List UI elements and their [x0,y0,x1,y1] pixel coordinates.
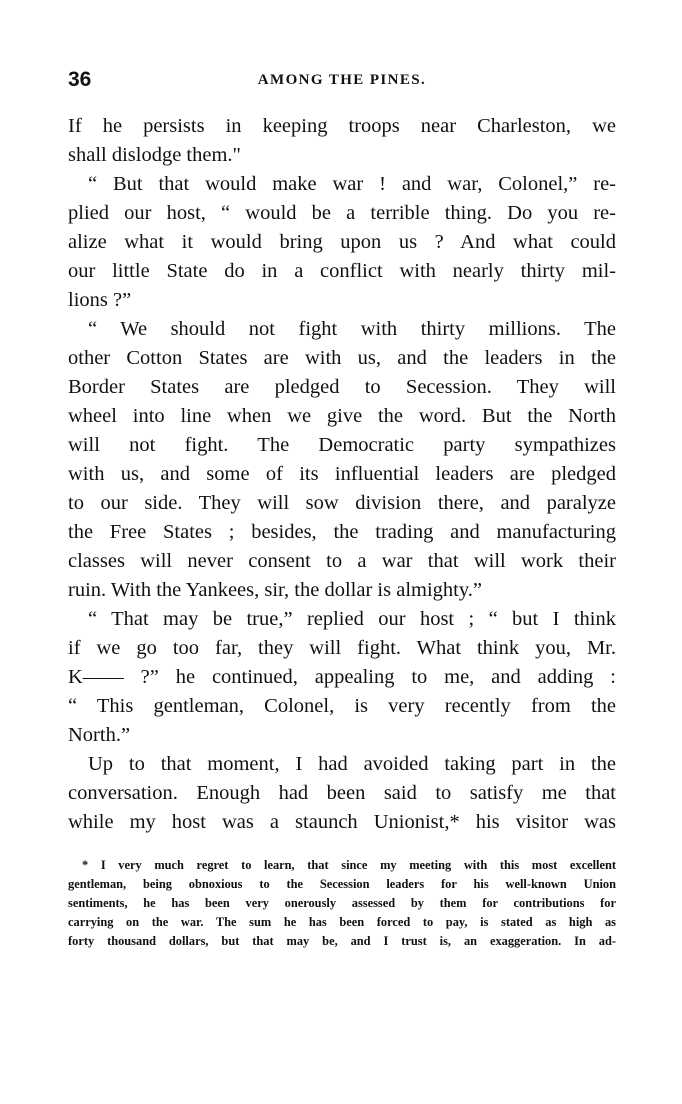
footnote-line: carrying on the war. The sum he has been forced to pay, is stated as high as [68,915,616,929]
text-line: alize what it would bring upon us ? And what could [68,231,616,253]
text-line: shall dislodge them." [68,144,241,166]
footnote-line: * I very much regret to learn, that since my meeting with this most excellent [82,858,616,872]
text-line: lions ?” [68,289,132,311]
text-line: “ But that would make war ! and war, Colonel,” re- [88,173,616,195]
text-line: our little State do in a conflict with nearly thirty mil- [68,260,616,282]
footnote-line: gentleman, being obnoxious to the Secession leaders for his well-known Union [68,877,616,891]
text-line: classes will never consent to a war that will work their [68,550,616,572]
body-text [68,112,616,837]
text-line: will not fight. The Democratic party sympathizes [68,434,616,456]
text-line: the Free States ; besides, the trading and manufacturing [68,521,616,543]
footnote-line: sentiments, he has been very onerously assessed by them for contributions for [68,896,616,910]
text-line: ruin. With the Yankees, sir, the dollar is almighty.” [68,579,482,601]
footnote [68,856,616,951]
text-line: while my host was a staunch Unionist,* his visitor was [68,811,616,833]
footnote-line: forty thousand dollars, but that may be, and I trust is, an exaggeration. In ad- [68,934,616,948]
text-line: with us, and some of its influential leaders are pledged [68,463,616,485]
text-line: Border States are pledged to Secession. They will [68,376,616,398]
text-line: “ That may be true,” replied our host ; “ but I think [88,608,616,630]
running-head: AMONG THE PINES. [257,72,427,88]
text-line: to our side. They will sow division there, and paralyze [68,492,616,514]
text-line: K—— ?” he continued, appealing to me, and adding : [68,666,616,688]
text-line: if we go too far, they will fight. What think you, Mr. [68,637,616,659]
page-header [68,66,616,96]
text-line: “ We should not fight with thirty millions. The [88,318,616,340]
text-line: conversation. Enough had been said to satisfy me that [68,782,616,804]
text-line: Up to that moment, I had avoided taking part in the [88,753,616,775]
text-line: other Cotton States are with us, and the leaders in the [68,347,616,369]
page-number: 36 [68,68,92,91]
text-line: North.” [68,724,131,746]
text-line: “ This gentleman, Colonel, is very recently from the [68,695,616,717]
text-line: wheel into line when we give the word. But the North [68,405,616,427]
text-line: If he persists in keeping troops near Charleston, we [68,115,616,137]
text-line: plied our host, “ would be a terrible thing. Do you re- [68,202,616,224]
